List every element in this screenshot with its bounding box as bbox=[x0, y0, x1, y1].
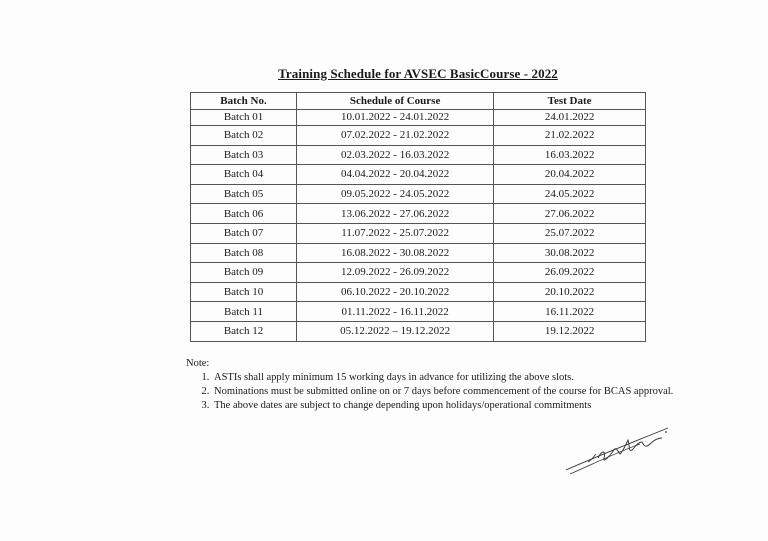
header-schedule: Schedule of Course bbox=[297, 93, 494, 110]
test-date-cell: 30.08.2022 bbox=[494, 243, 646, 263]
schedule-cell: 06.10.2022 - 20.10.2022 bbox=[297, 282, 494, 302]
batch-cell: Batch 06 bbox=[191, 204, 297, 224]
schedule-cell: 10.01.2022 - 24.01.2022 bbox=[297, 110, 494, 126]
batch-cell: Batch 02 bbox=[191, 126, 297, 146]
schedule-cell: 01.11.2022 - 16.11.2022 bbox=[297, 302, 494, 322]
test-date-cell: 24.05.2022 bbox=[494, 184, 646, 204]
schedule-cell: 05.12.2022 – 19.12.2022 bbox=[297, 321, 494, 341]
batch-cell: Batch 07 bbox=[191, 223, 297, 243]
header-test-date: Test Date bbox=[494, 93, 646, 110]
batch-cell: Batch 05 bbox=[191, 184, 297, 204]
schedule-cell: 07.02.2022 - 21.02.2022 bbox=[297, 126, 494, 146]
table-header-row bbox=[191, 93, 646, 110]
note-label: Note: bbox=[186, 358, 210, 369]
table-row bbox=[191, 126, 646, 146]
table-row bbox=[191, 165, 646, 185]
schedule-cell: 11.07.2022 - 25.07.2022 bbox=[297, 223, 494, 243]
table-row bbox=[191, 110, 646, 126]
batch-cell: Batch 11 bbox=[191, 302, 297, 322]
test-date-cell: 27.06.2022 bbox=[494, 204, 646, 224]
test-date-cell: 24.01.2022 bbox=[494, 110, 646, 126]
test-date-cell: 16.11.2022 bbox=[494, 302, 646, 322]
batch-cell: Batch 09 bbox=[191, 263, 297, 283]
table-row bbox=[191, 321, 646, 341]
table-row bbox=[191, 263, 646, 283]
document-title: Training Schedule for AVSEC BasicCourse - 2022 bbox=[278, 66, 558, 81]
batch-cell: Batch 10 bbox=[191, 282, 297, 302]
schedule-cell: 13.06.2022 - 27.06.2022 bbox=[297, 204, 494, 224]
test-date-cell: 26.09.2022 bbox=[494, 263, 646, 283]
note-item: 3. The above dates are subject to change depending upon holidays/operational commitments bbox=[212, 399, 673, 413]
notes-list bbox=[186, 371, 673, 413]
schedule-cell: 16.08.2022 - 30.08.2022 bbox=[297, 243, 494, 263]
table-row bbox=[191, 223, 646, 243]
schedule-cell: 12.09.2022 - 26.09.2022 bbox=[297, 263, 494, 283]
schedule-cell: 02.03.2022 - 16.03.2022 bbox=[297, 145, 494, 165]
batch-cell: Batch 04 bbox=[191, 165, 297, 185]
test-date-cell: 21.02.2022 bbox=[494, 126, 646, 146]
test-date-cell: 19.12.2022 bbox=[494, 321, 646, 341]
batch-cell: Batch 03 bbox=[191, 145, 297, 165]
table-row bbox=[191, 145, 646, 165]
table-row bbox=[191, 282, 646, 302]
schedule-table bbox=[190, 92, 646, 342]
table-row bbox=[191, 204, 646, 224]
batch-cell: Batch 08 bbox=[191, 243, 297, 263]
handwritten-signature-icon bbox=[558, 420, 678, 480]
note-item: 2. Nominations must be submitted online on or 7 days before commencement of the course for BCAS approval. bbox=[212, 385, 673, 399]
test-date-cell: 20.10.2022 bbox=[494, 282, 646, 302]
table-row bbox=[191, 243, 646, 263]
schedule-cell: 09.05.2022 - 24.05.2022 bbox=[297, 184, 494, 204]
table-row bbox=[191, 184, 646, 204]
table-row bbox=[191, 302, 646, 322]
header-batch-no: Batch No. bbox=[191, 93, 297, 110]
notes-section bbox=[186, 357, 673, 413]
batch-cell: Batch 01 bbox=[191, 110, 297, 126]
schedule-cell: 04.04.2022 - 20.04.2022 bbox=[297, 165, 494, 185]
test-date-cell: 20.04.2022 bbox=[494, 165, 646, 185]
test-date-cell: 25.07.2022 bbox=[494, 223, 646, 243]
test-date-cell: 16.03.2022 bbox=[494, 145, 646, 165]
note-item: 1. ASTIs shall apply minimum 15 working days in advance for utilizing the above slots. bbox=[212, 371, 673, 385]
batch-cell: Batch 12 bbox=[191, 321, 297, 341]
